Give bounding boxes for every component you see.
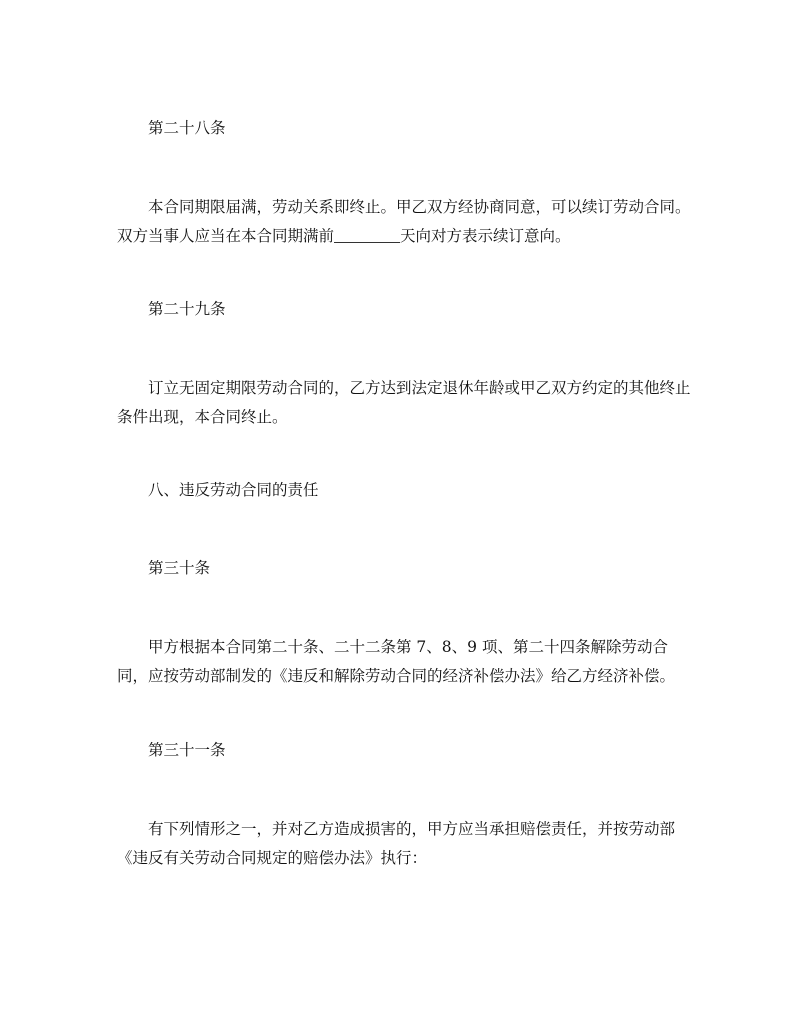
article-29-heading: 第二十九条 xyxy=(148,300,226,318)
article-30-text: 甲方根据本合同第二十条、二十二条第 7、8、9 项、第二十四条解除劳动合同，应按劳动部制发的《违反和解除劳动合同的经济补偿办法》给乙方经济补偿。 xyxy=(117,638,676,685)
article-28-text-part2: 天向对方表示续订意向。 xyxy=(400,227,571,245)
article-28-text xyxy=(117,193,692,251)
article-29-paragraph xyxy=(117,374,692,432)
article-28-heading: 第二十八条 xyxy=(148,119,226,137)
article-31-text: 有下列情形之一，并对乙方造成损害的，甲方应当承担赔偿责任，并按劳动部《违反有关劳动合同规定的赔偿办法》执行： xyxy=(117,820,676,867)
article-28-paragraph xyxy=(117,193,692,251)
days-blank-field xyxy=(334,227,400,244)
article-29-text: 订立无固定期限劳动合同的，乙方达到法定退休年龄或甲乙双方约定的其他终止条件出现，本合同终止。 xyxy=(117,379,691,426)
article-31-paragraph xyxy=(117,815,692,873)
article-30-heading: 第三十条 xyxy=(148,559,211,577)
article-31-heading: 第三十一条 xyxy=(148,741,226,759)
article-28-text-part1: 本合同期限届满，劳动关系即终止。甲乙双方经协商同意，可以续订劳动合同。双方当事人应当在本合同期满前 xyxy=(117,198,691,245)
article-30-paragraph xyxy=(117,633,692,691)
section-8-heading: 八、违反劳动合同的责任 xyxy=(148,481,319,499)
